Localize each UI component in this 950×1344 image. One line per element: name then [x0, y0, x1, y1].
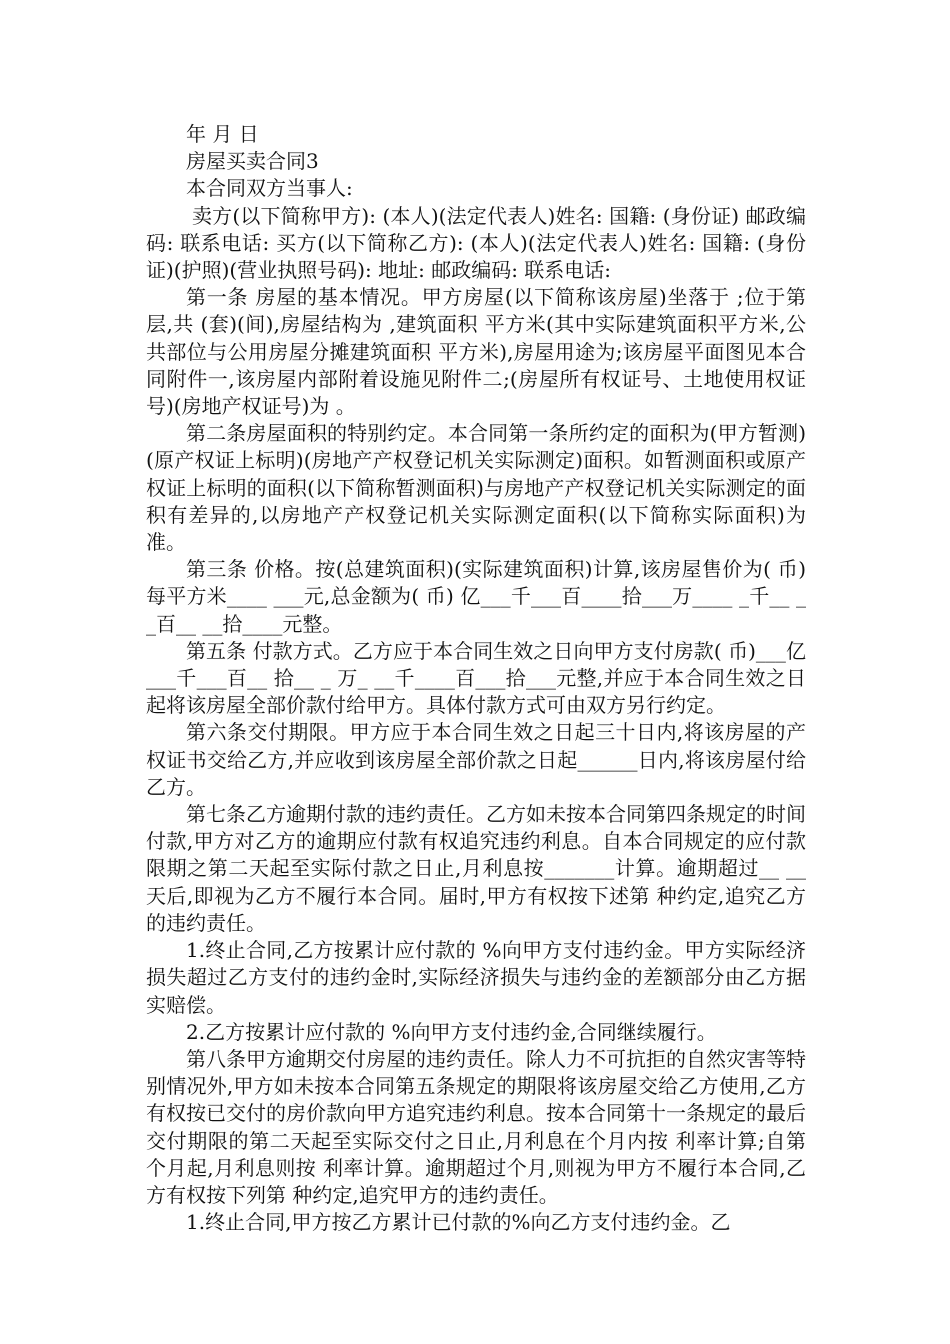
article-7-item-1: 1.终止合同,乙方按累计应付款的 %向甲方支付违约金。甲方实际经济损失超过乙方支付的违约金时,实际经济损失与违约金的差额部分由乙方据实赔偿。 [146, 938, 806, 1017]
article-7-item-2: 2.乙方按累计应付款的 %向甲方支付违约金,合同继续履行。 [186, 1019, 717, 1044]
article-1: 第一条 房屋的基本情况。甲方房屋(以下简称该房屋)坐落于 ;位于第 层,共 (套)(间),房屋结构为 ,建筑面积 平方米(其中实际建筑面积平方米,公共部位与公用房屋分摊建筑面积 平方米),房屋用途为;该房屋平面图见本合同附件一,该房屋内部附着设施见附件二;(房屋所有权证号、土地使用权证号)(房地产权证号)为 。 [146, 285, 806, 419]
contract-document [146, 121, 806, 1236]
parties-heading: 本合同双方当事人: [186, 176, 353, 201]
article-8-item-1: 1.终止合同,甲方按乙方累计已付款的%向乙方支付违约金。乙 [186, 1210, 731, 1235]
article-8: 第八条甲方逾期交付房屋的违约责任。除人力不可抗拒的自然灾害等特别情况外,甲方如未按本合同第五条规定的期限将该房屋交给乙方使用,乙方有权按已交付的房价款向甲方追究违约利息。按本合同第十一条规定的最后交付期限的第二天起至实际交付之日止,月利息在个月内按 利率计算;自第 个月起,月利息则按 利率计算。逾期超过个月,则视为甲方不履行本合同,乙方有权按下列第 种约定,追究甲方的违约责任。 [146, 1046, 806, 1207]
date-line: 年 月 日 [186, 122, 259, 146]
parties-info: 卖方(以下简称甲方): (本人)(法定代表人)姓名: 国籍: (身份证) 邮政编码: 联系电话: 买方(以下简称乙方): (本人)(法定代表人)姓名: 国籍: (身份证)(护照)(营业执照号码): 地址: 邮政编码: 联系电话: [146, 203, 806, 283]
article-6: 第六条交付期限。甲方应于本合同生效之日起三十日内,将该房屋的产权证书交给乙方,并应收到该房屋全部价款之日起______日内,将该房屋付给乙方。 [146, 720, 806, 799]
article-2: 第二条房屋面积的特别约定。本合同第一条所约定的面积为(甲方暂测)(原产权证上标明)(房地产产权登记机关实际测定)面积。如暂测面积或原产权证上标明的面积(以下简称暂测面积)与房地产产权登记机关实际测定的面积有差异的,以房地产产权登记机关实际测定面积(以下简称实际面积)为准。 [146, 421, 806, 555]
article-3: 第三条 价格。按(总建筑面积)(实际建筑面积)计算,该房屋售价为( 币)每平方米____ ___元,总金额为( 币) 亿___千___百____拾___万____ _千__ __百__ __拾____元整。 [146, 557, 806, 636]
article-5: 第五条 付款方式。乙方应于本合同生效之日向甲方支付房款( 币)___亿___千___百__ 拾__ _ 万_ __千____百___拾___元整,并应于本合同生效之日起将该房屋全部价款付给甲方。具体付款方式可由双方另行约定。 [146, 638, 806, 718]
article-7: 第七条乙方逾期付款的违约责任。乙方如未按本合同第四条规定的时间付款,甲方对乙方的逾期应付款有权追究违约利息。自本合同规定的应付款限期之第二天起至实际付款之日止,月利息按_______计算。逾期超过__ __天后,即视为乙方不履行本合同。届时,甲方有权按下述第 种约定,追究乙方的违约责任。 [146, 802, 806, 935]
contract-title: 房屋买卖合同3 [186, 149, 319, 174]
